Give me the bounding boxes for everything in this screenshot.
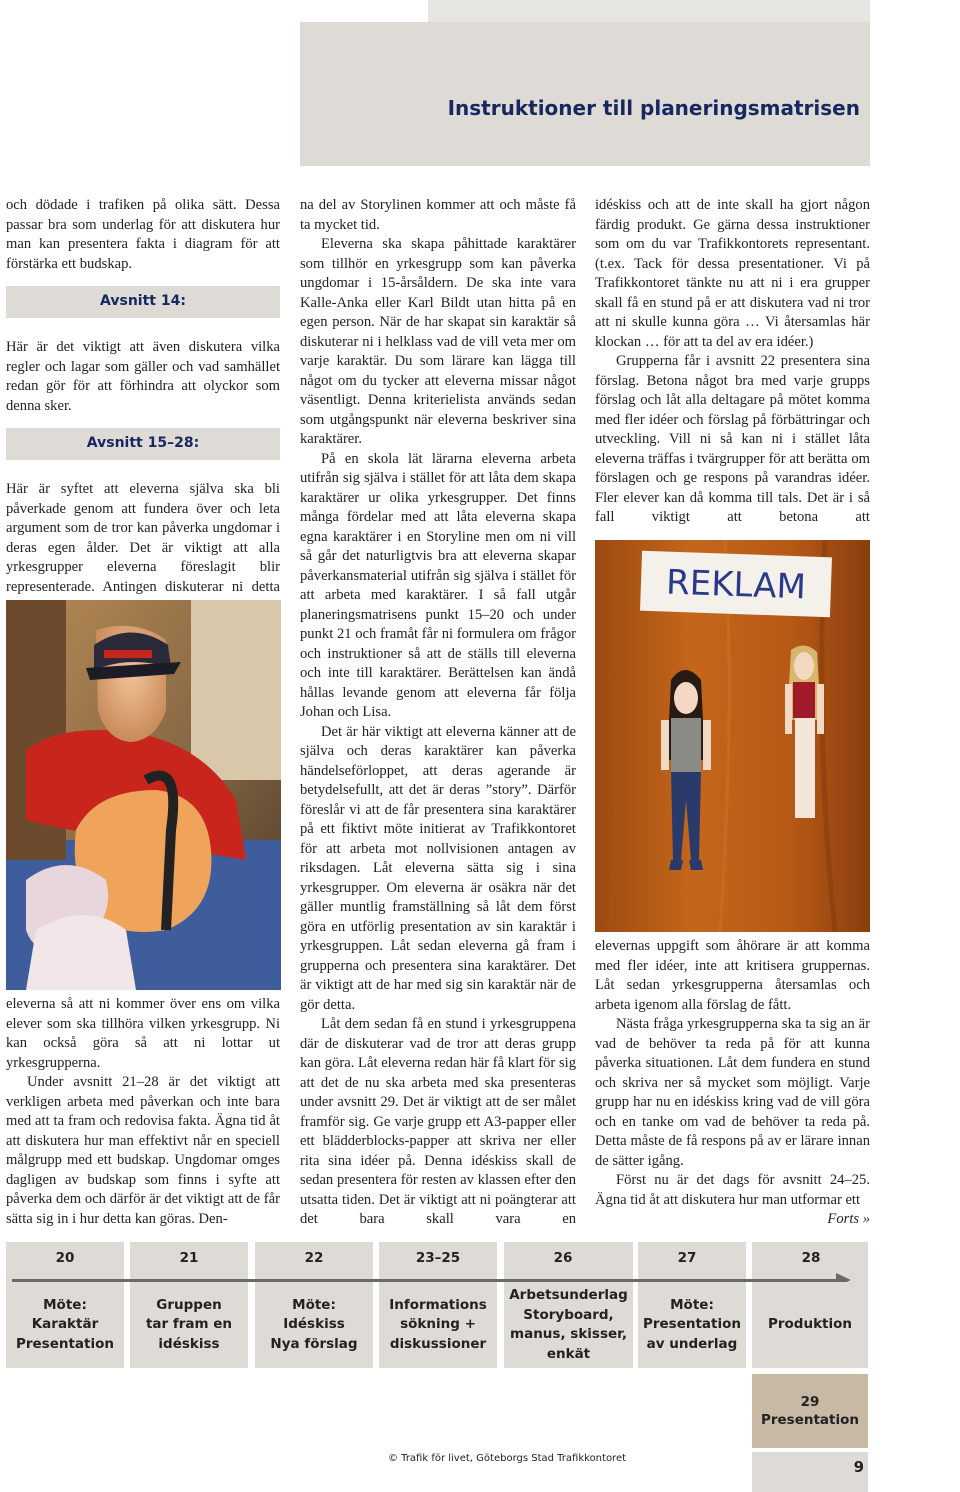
section-14-text: Här är det viktigt att även diskutera vilka regler och lagar som gäller och vad samhället redan gör för att förhindra att olyckor som denna sker.	[6, 339, 280, 414]
col3-after-photo-2: Nästa fråga yrkesgrupperna ska ta sig an är vad de behöver ta reda på för att kunna påverka situationen. Låt dem fundera en stund och skriva ner så mycket som möjligt. Varje grupp har nu en idéskiss kring vad de vill göra och en tanke om vad de behöver ta reda på. Detta måste de få respons på av er lärare innan de sätter igång.	[595, 1016, 870, 1169]
header-box	[300, 22, 870, 166]
col3-after-photo-3: Först nu är det dags för avsnitt 24–25. Ägna tid åt att diskutera hur man utformar ett	[595, 1172, 870, 1208]
reklam-sign-text: REKLAM	[665, 562, 807, 608]
section-15-28-heading: Avsnitt 15–28:	[6, 428, 280, 460]
col3-paragraph-2: Grupperna får i avsnitt 22 presentera sina förslag. Betona något bra med varje grupps förslag och låt alla deltagare på mötet komma med fler idéer och förslag på förbättringar och utveckling. Vill ni så kan ni i stället låta eleverna träffas i tvärgrupper för att berätta om förslagen och ge respons på varandras idéer. Fler elever kan då komma till tals. Det är i så fall viktigt att betona att	[595, 353, 870, 525]
header-strip	[428, 0, 870, 22]
presentation-step-num: 29	[800, 1394, 820, 1410]
timeline-step-num: 22	[304, 1250, 324, 1266]
timeline-step-label: Arbetsunderlag Storyboard, manus, skisser, enkät	[504, 1282, 633, 1368]
section-14-heading: Avsnitt 14:	[6, 286, 280, 318]
col2-paragraph-2: Eleverna ska skapa påhittade karaktärer som tillhör en yrkesgrupp som kan påverka ungdomar i 15-årsåldern. De ska inte vara Kalle-Anka eller Karl Bildt utan hitta på en egen person. När de har skapat sin karaktär så diskuterar ni i helklass vad de vill veta mer om varje karaktär. Du som lärare kan lägga till något om du tycker att eleverna missar något väsentligt. Denna kriterielista används sedan som utgångspunkt när eleverna beskriver sina karaktärer.	[300, 236, 576, 447]
column-3-bottom	[595, 937, 870, 1230]
reklam-door-illustration	[595, 540, 870, 932]
page-number: 9	[853, 1458, 864, 1476]
timeline-step-label: Gruppen tar fram en idéskiss	[130, 1282, 248, 1368]
after-photo-paragraph-2: Under avsnitt 21–28 är det viktigt att verkligen arbeta med påverkan och inte bara med att ta fram och redovisa fakta. Ägna tid åt att diskutera hur man effektivt når en speciell målgrupp med ett budskap. Ungdomar omges dagligen av budskap som finns i syfte att påverka dem och därför är det viktigt att de får sätta sig in i hur detta kan göras. Den-	[6, 1074, 280, 1227]
col3-paragraph-1: idéskiss och att de inte skall ha gjort någon färdig produkt. Ge gärna dessa instruktioner som om du var Trafikkontorets representant. (t.ex. Tack för dessa presentationer. Vi på Trafikkontoret tänkte nu att ni i era grupper skall få en stund på er att diskutera vad ni tror att ni skulle kunna göra … Vi återsamlas här klockan … för att ta del av era idéer.)	[595, 197, 870, 350]
reklam-door-photo	[595, 540, 870, 932]
timeline-step-num: 23–25	[415, 1250, 461, 1266]
col2-paragraph-3: På en skola lät lärarna eleverna arbeta utifrån sig själva i stället för att låta dem skapa karaktärer ur olika yrkesgrupper. Det finns många fördelar med att låta eleverna skapa egna karaktärer i en Storyline men om ni vill så går det naturligtvis bra att eleverna skapar påverkansmaterial utifrån sig själva i stället för att arbeta med karaktärer. I så fall utgår planeringsmatrisens punkt 15–20 och under punkt 21 och framåt får ni formulera om frågor och instruktioner så att de ställs till eleverna och inte till karaktärer. Berättelsen kan ändå hållas levande genom att eleverna får följa Johan och Lisa.	[300, 450, 576, 720]
timeline-step-label: Möte: Presentation av underlag	[638, 1282, 746, 1368]
col2-paragraph-1: na del av Storylinen kommer att och måste få ta mycket tid.	[300, 197, 576, 233]
timeline-step-num: 27	[677, 1250, 697, 1266]
footer-credit: © Trafik för livet, Göteborgs Stad Trafikkontoret	[388, 1453, 627, 1464]
continued-label: Forts »	[827, 1211, 870, 1227]
timeline-step-label: Produktion	[752, 1282, 868, 1368]
timeline-step-label: Möte: Idéskiss Nya förslag	[255, 1282, 373, 1368]
presentation-step-text	[761, 1393, 859, 1429]
intro-paragraph: och dödade i trafiken på olika sätt. Dessa passar bra som underlag för att diskutera hur man kan presentera fakta i diagram för att förstärka ett budskap.	[6, 197, 280, 272]
column-2	[300, 196, 576, 1230]
timeline-step-label: Informations sökning + diskussioner	[379, 1282, 497, 1368]
timeline-step-num: 21	[179, 1250, 199, 1266]
doll-illustration	[6, 600, 281, 990]
timeline-step-num: 28	[801, 1250, 821, 1266]
after-photo-paragraph-1: eleverna så att ni kommer över ens om vilka elever som ska tillhöra vilken yrkesgrupp. Ni kan också göra så att ni lottar ut yrkesgrupperna.	[6, 996, 280, 1071]
timeline-step-label: Möte: Karaktär Presentation	[6, 1282, 124, 1368]
col2-paragraph-5: Låt dem sedan få en stund i yrkesgruppena där de diskuterar vad de tror att deras grupp kan göra. Låt eleverna redan här få klart för sig att det de nu ska arbeta med ska presenteras under avsnitt 29. Det är viktigt att de ser målet framför sig. Ge varje grupp ett A3-papper eller ett blädderblocks-papper att skriva ner eller rita sina idéer på. Denna idéskiss skall de sedan presentera för resten av klassen efter den utsatta tiden. Det är viktigt att ni poängterar att det bara skall vara en	[300, 1016, 576, 1227]
timeline-step-num: 26	[553, 1250, 573, 1266]
col2-paragraph-4: Det är här viktigt att eleverna känner att de själva och deras karaktärer kan påverka händelseförloppet, att deras agerande är betydelsefullt, att det är deras ”story”. Därför föreslår vi att de får presentera sina karaktärer på ett fiktivt möte initierat av Trafikkontoret för att arbeta mot nollvisionen antagen av riksdagen. Låt eleverna sätta sig i sina yrkesgrupper. Om eleverna är osäkra när det gäller muntlig framställning så låt dem först göra en utförlig presentation av sin karaktär i yrkesgruppen. Låt sedan eleverna gå fram i grupperna och presentera sina karaktärer. Det är viktigt att de har med sig sin karaktär när de gör detta.	[300, 723, 576, 1013]
column-3-top	[595, 196, 870, 528]
column-1-top	[6, 196, 280, 617]
presentation-step	[752, 1374, 868, 1448]
section-15-28-text: Här är syftet att eleverna själva ska bli påverkade genom att fundera över och leta argument som de tror kan påverka ungdomar i deras egen ålder. Det är viktigt att alla yrkesgrupper eleverna föreslagit blir representerade. Antingen diskuterar ni detta	[6, 481, 280, 595]
column-1-bottom	[6, 995, 280, 1229]
timeline-step-num: 20	[55, 1250, 75, 1266]
presentation-step-label: Presentation	[760, 1412, 860, 1428]
page-title: Instruktioner till planeringsmatrisen	[447, 96, 860, 120]
col3-after-photo-1: elevernas uppgift som åhörare är att komma med fler idéer, inte att kritisera gruppernas. Låt sedan yrkesgrupperna återsamlas och arbeta igenom alla förslag de fått.	[595, 938, 870, 1013]
doll-photo	[6, 600, 281, 990]
